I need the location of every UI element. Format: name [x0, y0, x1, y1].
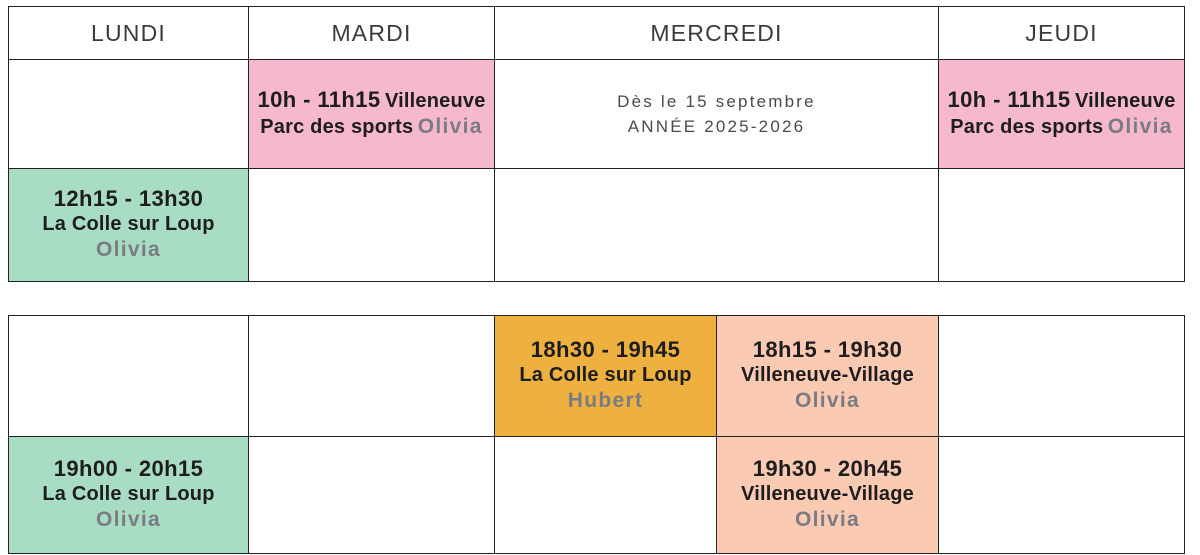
slot-coach: Olivia [1107, 114, 1173, 138]
slot-time: 18h30 - 19h45 [530, 336, 681, 362]
class-slot [495, 330, 716, 422]
header-mercredi: MERCREDI [495, 7, 939, 60]
class-slot [9, 179, 248, 271]
class-slot [939, 80, 1184, 148]
morning-row-2 [9, 169, 1185, 282]
cell-mardi-evening-2 [249, 437, 495, 554]
slot-place-line1: Villeneuve [1074, 90, 1176, 113]
slot-place: Villeneuve-Village [741, 364, 914, 387]
cell-mercredi-a-evening-2 [495, 437, 717, 554]
day-header-row [9, 7, 1185, 60]
slot-place-line1: Villeneuve [384, 90, 486, 113]
cell-mercredi-a-evening-1[interactable] [495, 316, 717, 437]
slot-place: Villeneuve-Village [741, 483, 914, 506]
slot-coach: Olivia [795, 389, 860, 413]
header-mardi: MARDI [249, 7, 495, 60]
cell-mercredi-b-evening-1[interactable] [717, 316, 939, 437]
header-jeudi: JEUDI [939, 7, 1185, 60]
slot-coach: Olivia [417, 114, 483, 138]
evening-row-1 [9, 316, 1185, 437]
season-note-line2: ANNÉE 2025-2026 [627, 117, 806, 136]
cell-lundi-morning-1 [9, 60, 249, 169]
class-slot [717, 449, 938, 541]
slot-coach: Olivia [96, 238, 161, 262]
season-note-line1: Dès le 15 septembre [617, 91, 816, 111]
evening-row-2 [9, 437, 1185, 554]
morning-row-1 [9, 60, 1185, 169]
slot-place: La Colle sur Loup [519, 364, 692, 387]
cell-mercredi-note [495, 60, 939, 169]
slot-place: La Colle sur Loup [42, 213, 215, 236]
cell-mardi-morning-1[interactable] [249, 60, 495, 169]
cell-mardi-evening-1 [249, 316, 495, 437]
season-note [495, 89, 938, 140]
cell-lundi-morning-2[interactable] [9, 169, 249, 282]
slot-time: 12h15 - 13h30 [53, 185, 204, 211]
cell-jeudi-morning-1[interactable] [939, 60, 1185, 169]
cell-lundi-evening-2[interactable] [9, 437, 249, 554]
slot-place-line2: Parc des sports [260, 115, 414, 138]
cell-lundi-evening-1 [9, 316, 249, 437]
morning-schedule-table [8, 6, 1185, 282]
cell-jeudi-evening-2 [939, 437, 1185, 554]
cell-mercredi-morning-2 [495, 169, 939, 282]
slot-coach: Olivia [96, 508, 161, 532]
cell-jeudi-evening-1 [939, 316, 1185, 437]
slot-time: 10h - 11h15 [947, 87, 1071, 113]
slot-time: 10h - 11h15 [257, 87, 381, 113]
slot-coach: Olivia [795, 508, 860, 532]
slot-time: 19h00 - 20h15 [53, 455, 204, 481]
slot-place: La Colle sur Loup [42, 483, 215, 506]
slot-time: 19h30 - 20h45 [752, 455, 903, 481]
slot-time: 18h15 - 19h30 [752, 336, 903, 362]
class-slot [717, 330, 938, 422]
slot-coach: Hubert [567, 389, 644, 413]
evening-schedule-table [8, 315, 1185, 554]
class-slot [249, 80, 494, 148]
cell-mardi-morning-2 [249, 169, 495, 282]
cell-jeudi-morning-2 [939, 169, 1185, 282]
header-lundi: LUNDI [9, 7, 249, 60]
class-slot [9, 449, 248, 541]
slot-place-line2: Parc des sports [950, 115, 1104, 138]
cell-mercredi-b-evening-2[interactable] [717, 437, 939, 554]
